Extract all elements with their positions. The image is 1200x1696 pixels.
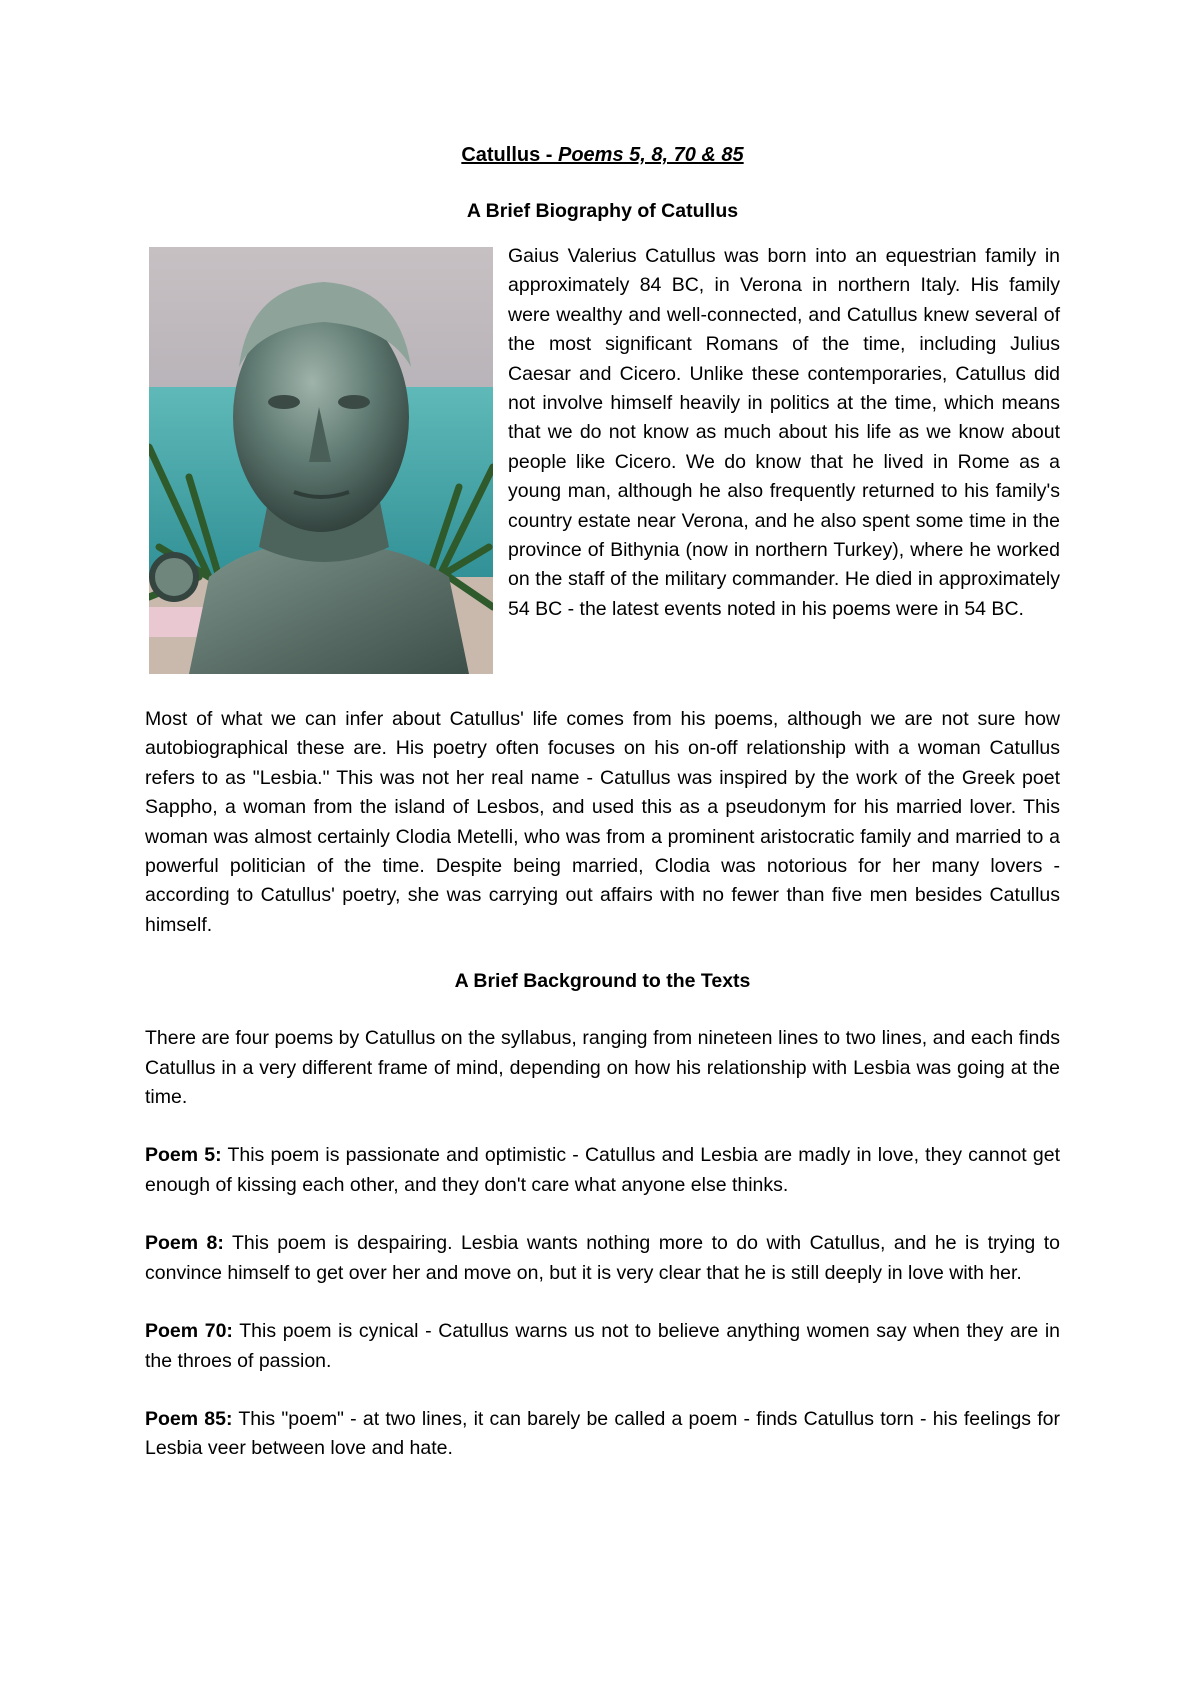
heading-biography: A Brief Biography of Catullus [466, 200, 739, 222]
document-title [145, 140, 1060, 170]
poem-85-label: Poem 85: [145, 1407, 233, 1430]
heading-background: A Brief Background to the Texts [454, 970, 751, 993]
lesbia-paragraph: Most of what we can infer about Catullus' life comes from his poems, although we are not sure how autobiographical these are. His poetry often focuses on his on-off relationship with a woman Catullus refers to as "Lesbia." This was not her real name - Catullus was inspired by the work of the Greek poet Sappho, a woman from the island of Lesbos, and used this as a pseudonym for his married lover. This woman was almost certainly Clodia Metelli, who was from a prominent aristocratic family and married to a powerful politician of the time. Despite being married, Clodia was notorious for her many lovers - according to Catullus' poetry, she was carrying out affairs with no fewer than five men besides Catullus himself. [145, 708, 1060, 936]
poem-5-label: Poem 5: [145, 1144, 222, 1167]
poem-70-label: Poem 70: [145, 1320, 233, 1343]
poem-70-paragraph [145, 1317, 1060, 1376]
biography-paragraph: Gaius Valerius Catullus was born into an equestrian family in approximately 84 BC, in Verona in northern Italy. His family were wealthy and well-connected, and Catullus knew several of the most significant Romans of the time, including Julius Caesar and Cicero. Unlike these contemporaries, Catullus did not involve himself heavily in politics at the time, which means that we do not know as much about his life as we know about people like Cicero. We do know that he lived in Rome as a young man, although he also frequently returned to his family's country estate near Verona, and he also spent some time in the province of Bithynia (now in northern Turkey), where he worked on the staff of the military commander. He died in approximately 54 BC - the latest events noted in his poems were in 54 BC. [508, 245, 1060, 620]
biography-section [145, 242, 1060, 680]
poem-5-text: This poem is passionate and optimistic - Catullus and Lesbia are madly in love, they cannot get enough of kissing each other, and they don't care what anyone else thinks. [145, 1144, 1061, 1196]
poem-8-label: Poem 8: [145, 1232, 224, 1255]
title-poems: Poems 5, 8, 70 & 85 [558, 144, 744, 166]
poem-70-text: This poem is cynical - Catullus warns us not to believe anything women say when they are in the throes of passion. [145, 1320, 1060, 1372]
document-page [145, 140, 1060, 1464]
poem-85-text: This "poem" - at two lines, it can barely be called a poem - finds Catullus torn - his feelings for Lesbia veer between love and hate. [145, 1407, 1060, 1460]
title-prefix: Catullus - [461, 144, 558, 166]
poem-8-paragraph [145, 1229, 1060, 1288]
poem-5-paragraph [145, 1141, 1060, 1200]
poem-8-text: This poem is despairing. Lesbia wants nothing more to do with Catullus, and he is trying to convince himself to get over her and move on, but it is very clear that he is still deeply in love with her. [145, 1232, 1060, 1284]
background-paragraph: There are four poems by Catullus on the syllabus, ranging from nineteen lines to two lines, and each finds Catullus in a very different frame of mind, depending on how his relationship with Lesbia was going at the time. [145, 1027, 1060, 1109]
catullus-bust-image [149, 247, 493, 674]
poem-85-paragraph [145, 1405, 1060, 1464]
